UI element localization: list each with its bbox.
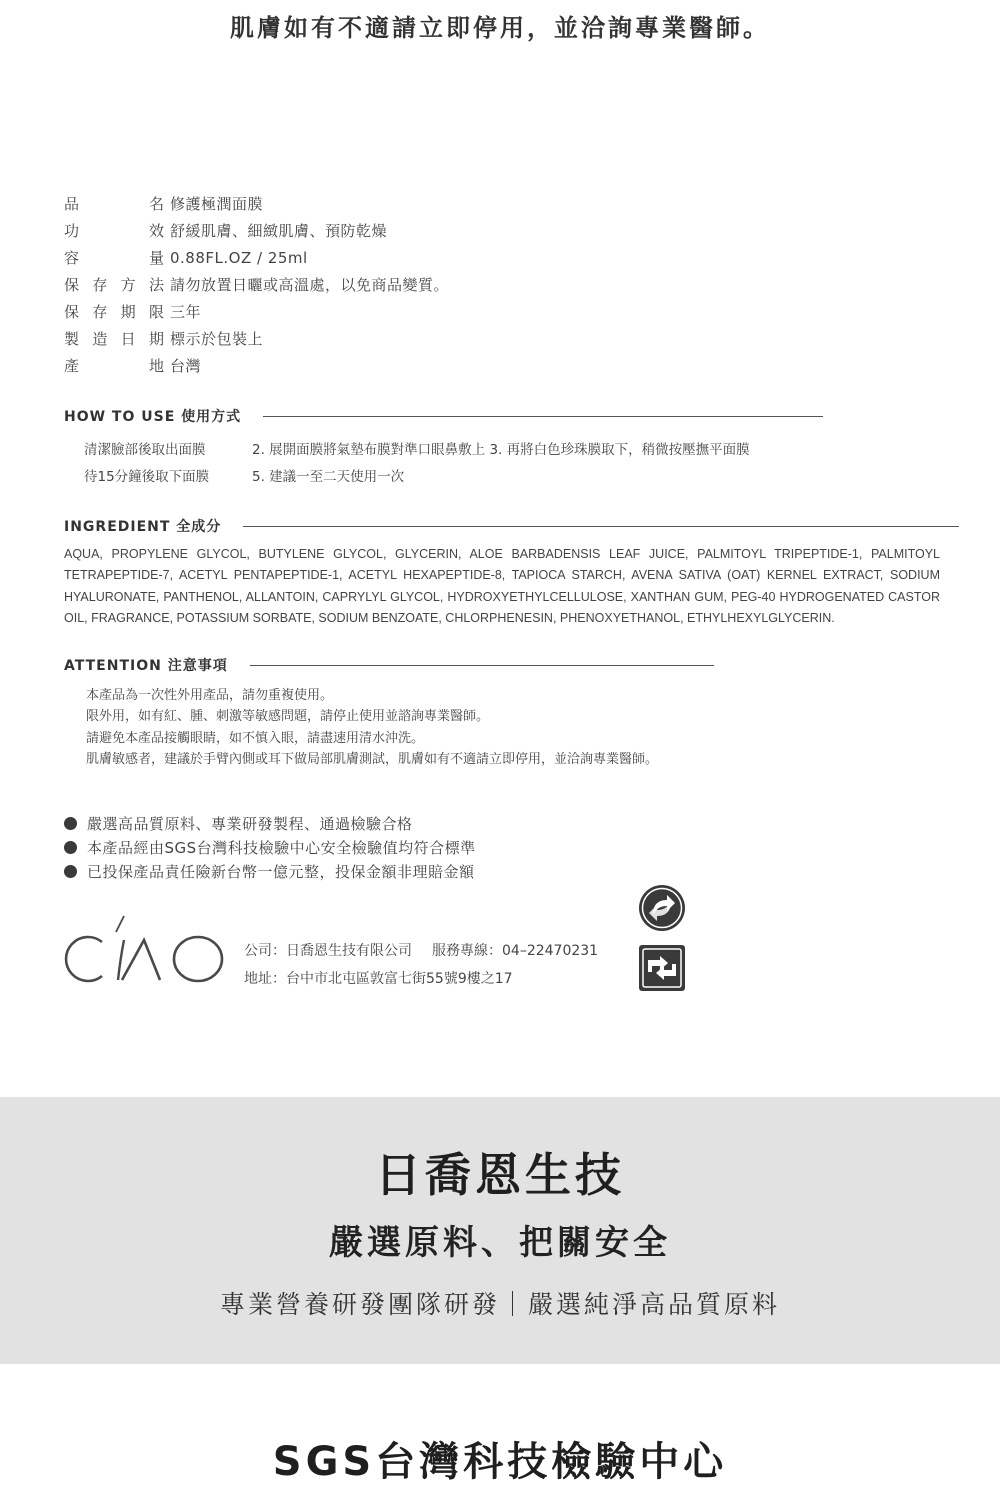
spec-label-char: 保 bbox=[64, 303, 80, 321]
spec-label-char: 法 bbox=[148, 276, 164, 294]
list-item: 請避免本產品接觸眼睛，如不慎入眼，請盡速用清水沖洗。 bbox=[86, 730, 425, 746]
ingredient-title: INGREDIENT 全成分 bbox=[64, 519, 222, 535]
attention-heading bbox=[64, 655, 714, 675]
spec-label bbox=[64, 220, 170, 241]
top-warning: 肌膚如有不適請立即停用，並洽詢專業醫師。 bbox=[230, 14, 770, 42]
spec-label-char: 名 bbox=[148, 195, 164, 213]
list-item: 本產品為一次性外用產品，請勿重複使用。 bbox=[86, 688, 334, 704]
step-right: 5. 建議一至二天使用一次 bbox=[252, 468, 405, 485]
list-item bbox=[64, 835, 476, 859]
list-item bbox=[84, 434, 750, 461]
spec-label-char: 效 bbox=[148, 222, 164, 240]
list-item: 限外用，如有紅、腫、刺激等敏感問題，請停止使用並諮詢專業醫師。 bbox=[86, 709, 490, 725]
spec-value-shelf-life: 三年 bbox=[170, 303, 202, 321]
divider bbox=[263, 416, 823, 417]
bullet-icon bbox=[64, 817, 77, 830]
how-to-use-steps bbox=[84, 434, 750, 488]
spec-row bbox=[64, 217, 449, 244]
company-row bbox=[244, 964, 598, 992]
spec-value-storage: 請勿放置日曬或高溫處，以免商品變質。 bbox=[170, 276, 450, 294]
list-item bbox=[64, 811, 476, 835]
spec-label bbox=[64, 193, 170, 214]
brand-band bbox=[0, 1097, 1000, 1364]
spec-label-char: 容 bbox=[64, 249, 80, 267]
spec-label-char: 存 bbox=[92, 303, 108, 321]
bullet-text: 已投保產品責任險新台幣一億元整，投保金額非理賠金額 bbox=[87, 862, 475, 881]
spec-label-char: 品 bbox=[64, 195, 80, 213]
divider bbox=[243, 526, 959, 527]
spec-value-volume: 0.88FL.OZ / 25ml bbox=[170, 248, 308, 267]
bullet-icon bbox=[64, 865, 77, 878]
divider bbox=[250, 665, 714, 666]
spec-label-char: 保 bbox=[64, 276, 80, 294]
brand-title: 日喬恩生技 bbox=[375, 1148, 625, 1202]
spec-label bbox=[64, 355, 170, 376]
attention-title: ATTENTION 注意事項 bbox=[64, 658, 228, 674]
spec-label bbox=[64, 301, 170, 322]
step-left: 清潔臉部後取出面膜 bbox=[84, 441, 206, 458]
spec-label-char: 製 bbox=[64, 330, 80, 348]
spec-value-origin: 台灣 bbox=[170, 357, 202, 375]
how-to-use-title: HOW TO USE 使用方式 bbox=[64, 409, 242, 425]
feature-bullets bbox=[64, 811, 476, 883]
list-item: 肌膚敏感者，建議於手臂內側或耳下做局部肌膚測試，肌膚如有不適請立即停用，並洽詢專業醫師。 bbox=[86, 752, 659, 768]
company-info bbox=[244, 936, 598, 992]
list-item bbox=[84, 461, 750, 488]
ingredient-text: AQUA, PROPYLENE GLYCOL, BUTYLENE GLYCOL, GLYCERIN, ALOE BARBADENSIS LEAF JUICE, PALMITOYL TRIPEPTIDE-1, PALMITOYL TETRAPEPTIDE-7, ACETYL PENTAPEPTIDE-1, ACETYL HEXAPEPTIDE-8, TAPIOCA STARCH, AVENA SATIVA (OAT) KERNEL EXTRACT, SODIUM HYALURONATE, PANTHENOL, ALLANTOIN, CAPRYLYL GLYCOL, HYDROXYETHYLCELLULOSE, XANTHAN GUM, PEG-40 HYDROGENATED CASTOR OIL, FRAGRANCE, POTASSIUM SORBATE, SODIUM BENZOATE, CHLORPHENESIN, PHENOXYETHANOL, ETHYLHEXYLGLYCERIN. bbox=[64, 547, 940, 625]
bullet-text: 嚴選高品質原料、專業研發製程、通過檢驗合格 bbox=[87, 814, 413, 833]
eco-recycle-icon bbox=[638, 944, 686, 992]
spec-label-char: 功 bbox=[64, 222, 80, 240]
spec-row bbox=[64, 244, 449, 271]
ingredient-heading bbox=[64, 516, 959, 536]
sgs-title: SGS台灣科技檢驗中心 bbox=[272, 1439, 728, 1485]
spec-row bbox=[64, 190, 449, 217]
spec-label-char: 日 bbox=[120, 330, 136, 348]
spec-row bbox=[64, 352, 449, 379]
spec-label bbox=[64, 274, 170, 295]
company-row bbox=[244, 936, 598, 964]
bullet-text: 本產品經由SGS台灣科技檢驗中心安全檢驗值均符合標準 bbox=[87, 838, 476, 857]
spec-label-char: 地 bbox=[148, 357, 164, 375]
spec-label-char: 方 bbox=[120, 276, 136, 294]
brand-subtitle: 嚴選原料、把關安全 bbox=[329, 1223, 671, 1263]
spec-label-char: 存 bbox=[92, 276, 108, 294]
spec-value-name: 修護極潤面膜 bbox=[170, 195, 264, 213]
spec-label-char: 期 bbox=[120, 303, 136, 321]
spec-row bbox=[64, 325, 449, 352]
step-left: 待15分鐘後取下面膜 bbox=[84, 468, 210, 485]
spec-value-effect: 舒緩肌膚、細緻肌膚、預防乾燥 bbox=[170, 222, 388, 240]
spec-label bbox=[64, 247, 170, 268]
service-hotline: 服務專線：04–22470231 bbox=[432, 943, 599, 959]
company-name: 公司：日喬恩生技有限公司 bbox=[244, 943, 412, 959]
company-address: 地址：台中市北屯區敦富七街55號9樓之17 bbox=[244, 971, 513, 987]
ciao-logo bbox=[64, 912, 226, 990]
spec-table bbox=[64, 190, 449, 379]
spec-row bbox=[64, 271, 449, 298]
attention-list bbox=[86, 683, 658, 768]
bullet-icon bbox=[64, 841, 77, 854]
spec-row bbox=[64, 298, 449, 325]
list-item bbox=[64, 859, 476, 883]
spec-label-char: 期 bbox=[148, 330, 164, 348]
spec-label-char: 產 bbox=[64, 357, 80, 375]
step-right: 2. 展開面膜將氣墊布膜對準口眼鼻敷上 3. 再將白色珍珠膜取下，稍微按壓撫平面膜 bbox=[252, 441, 750, 458]
how-to-use-heading bbox=[64, 406, 823, 426]
spec-label-char: 限 bbox=[148, 303, 164, 321]
recycle-icon bbox=[638, 884, 686, 932]
brand-description: 專業營養研發團隊研發｜嚴選純淨高品質原料 bbox=[219, 1290, 780, 1319]
spec-value-mfg-date: 標示於包裝上 bbox=[170, 330, 264, 348]
spec-label bbox=[64, 328, 170, 349]
spec-label-char: 量 bbox=[148, 249, 164, 267]
spec-label-char: 造 bbox=[92, 330, 108, 348]
